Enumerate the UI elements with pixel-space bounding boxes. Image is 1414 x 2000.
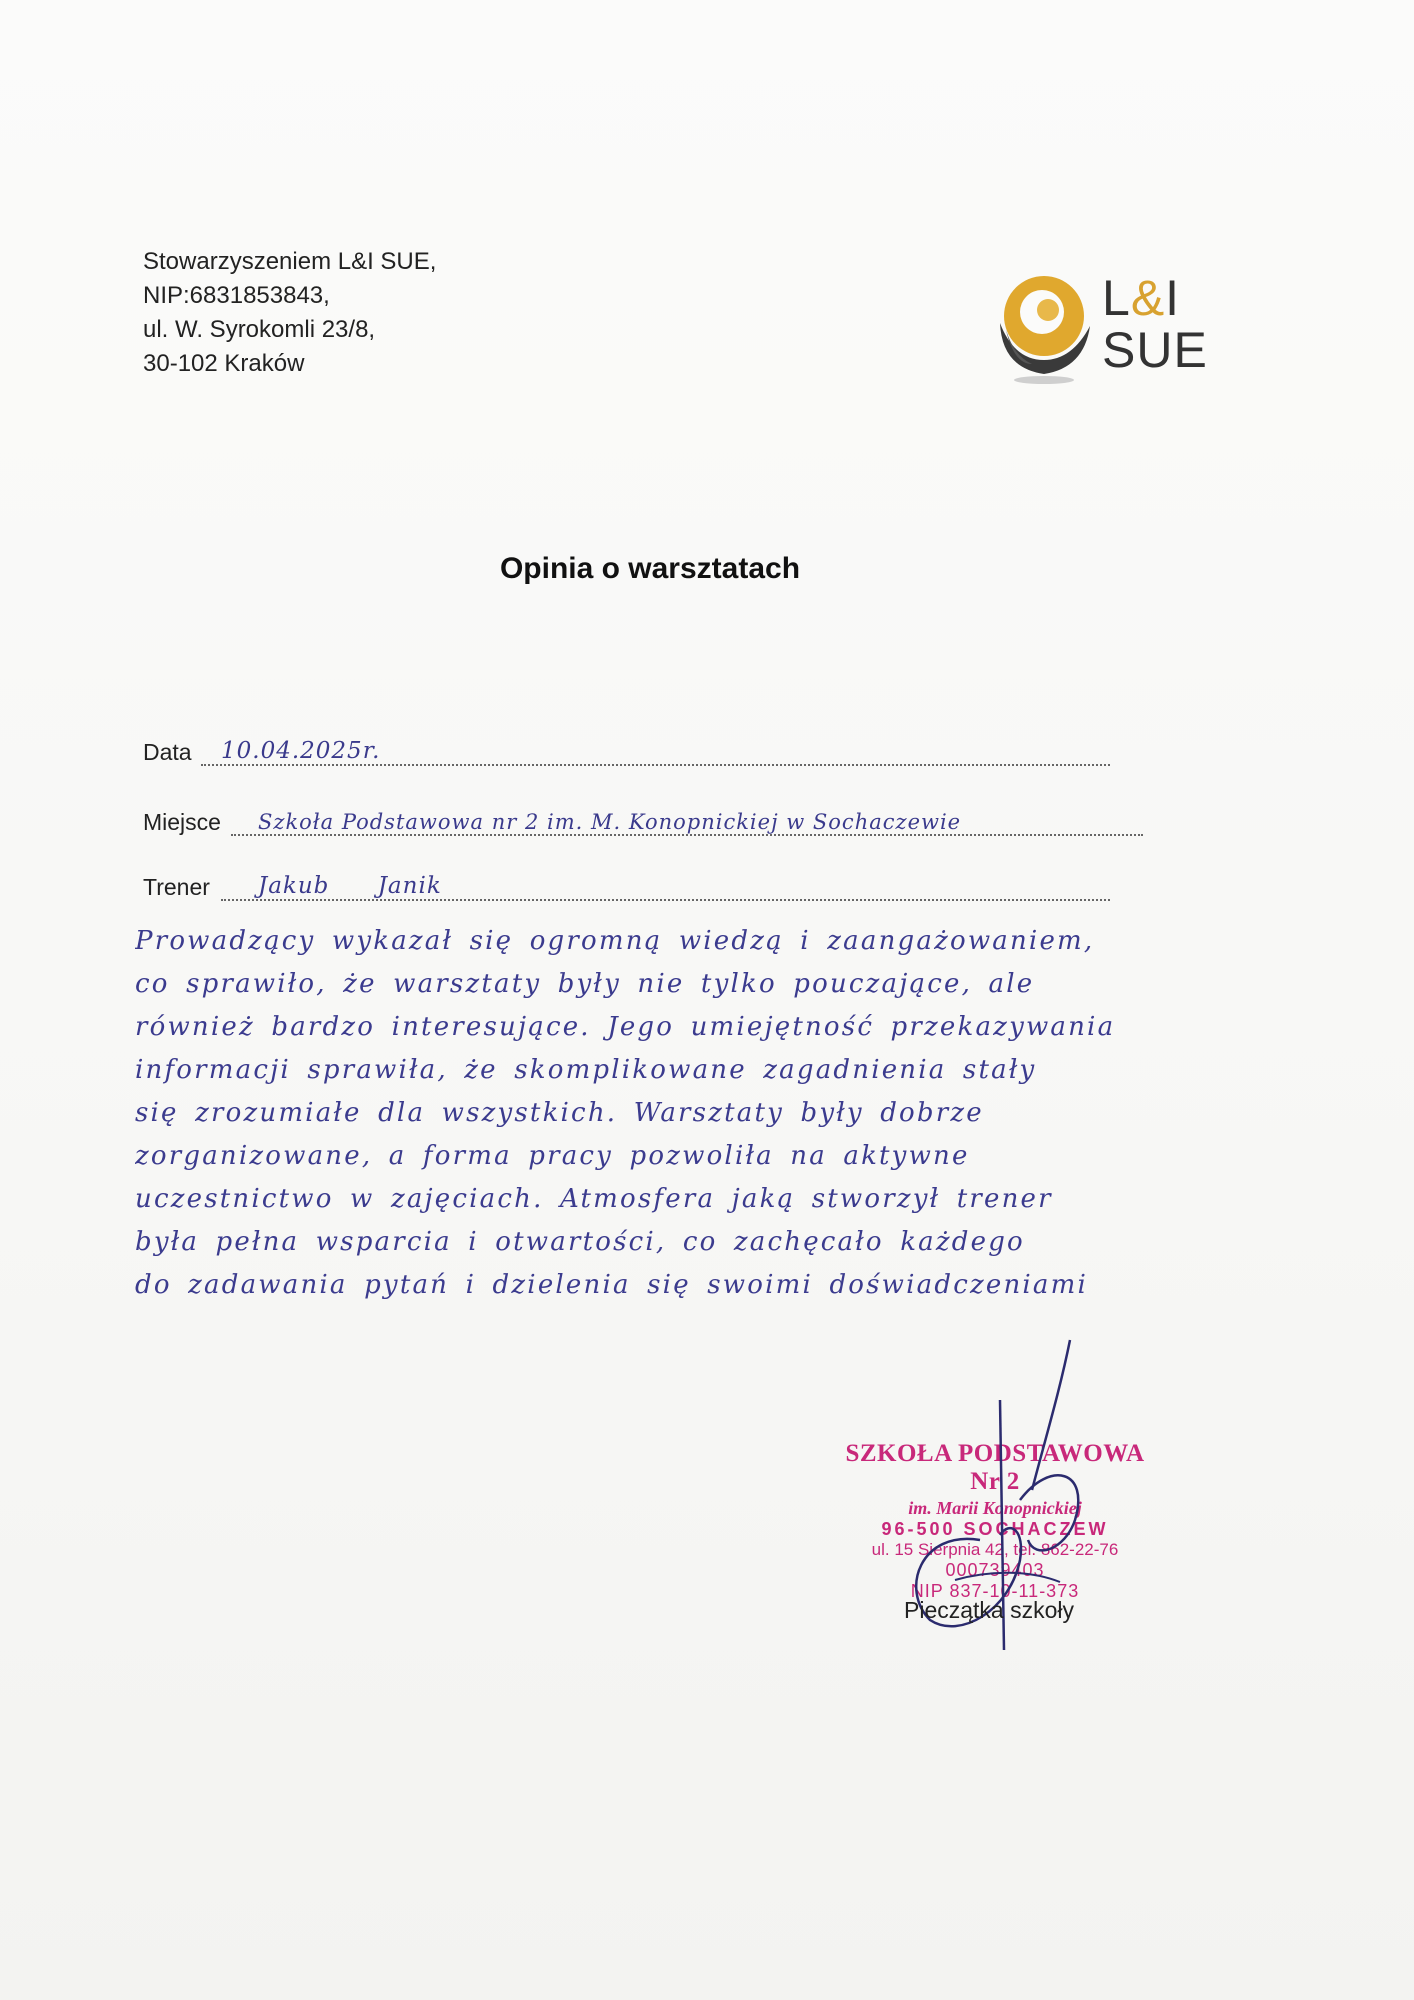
stamp-label: Pieczątka szkoły (904, 1597, 1075, 1623)
organization-logo (992, 268, 1212, 398)
stamp-school-name: SZKOŁA PODSTAWOWA Nr 2 (845, 1440, 1145, 1495)
sender-nip: NIP:6831853843, (143, 282, 330, 309)
date-field (143, 738, 1110, 770)
signature-icon (860, 1320, 1160, 1680)
stamp-nip: NIP 837-10-11-373 (910, 1581, 1080, 1601)
logo-mark-icon (992, 268, 1097, 388)
sender-name: Stowarzyszeniem L&I SUE, (143, 248, 437, 275)
sender-street: ul. W. Syrokomli 23/8, (143, 316, 376, 343)
stamp-address: ul. 15 Sierpnia 42, tel. 862-22-76 (871, 1540, 1119, 1559)
handwritten-line: się zrozumiałe dla wszystkich. Warsztaty były dobrze (135, 1098, 984, 1128)
sender-city: 30-102 Kraków (143, 350, 305, 377)
logo-line-sue: SUE (1102, 322, 1208, 378)
handwritten-line: Prowadzący wykazał się ogromną wiedzą i zaangażowaniem, (135, 926, 1095, 956)
handwritten-line: do zadawania pytań i dzielenia się swoimi doświadczeniami (135, 1270, 1088, 1300)
handwritten-line: co sprawiło, że warsztaty były nie tylko pouczające, ale (135, 969, 1035, 999)
date-label: Data (143, 739, 192, 765)
trainer-dotted-line (221, 899, 1110, 901)
handwritten-line: informacji sprawiła, że skomplikowane zagadnienia stały (135, 1055, 1037, 1085)
place-label: Miejsce (143, 809, 221, 835)
handwritten-line: uczestnictwo w zajęciach. Atmosfera jaką stworzył trener (135, 1184, 1053, 1214)
handwritten-line: również bardzo interesujące. Jego umiejętność przekazywania (135, 1012, 1116, 1042)
date-dotted-line (201, 764, 1110, 766)
place-field (143, 806, 1143, 840)
stamp-city: 96-500 SOCHACZEW (881, 1519, 1109, 1539)
place-dotted-line (231, 834, 1143, 836)
trainer-value: Jakub Janik (258, 873, 442, 899)
document-title: Opinia o warsztatach (499, 552, 801, 585)
sender-address (143, 245, 436, 381)
handwritten-opinion (135, 920, 1405, 1307)
handwritten-line: zorganizowane, a forma pracy pozwoliła na aktywne (135, 1141, 970, 1171)
trainer-label: Trener (143, 874, 210, 900)
logo-letter-i: I (1165, 270, 1181, 326)
date-value: 10.04.2025r. (221, 738, 381, 764)
place-value: Szkoła Podstawowa nr 2 im. M. Konopnickiej w Sochaczewie (258, 810, 962, 834)
trainer-field (143, 873, 1110, 905)
stamp-patron: im. Marii Konopnickiej (908, 1498, 1082, 1518)
stamp-regon: 000739403 (945, 1560, 1045, 1580)
handwritten-line: była pełna wsparcia i otwartości, co zachęcało każdego (135, 1227, 1025, 1257)
logo-wordmark (1102, 272, 1208, 376)
logo-ampersand: & (1130, 270, 1166, 326)
logo-letter-l: L (1102, 270, 1131, 326)
